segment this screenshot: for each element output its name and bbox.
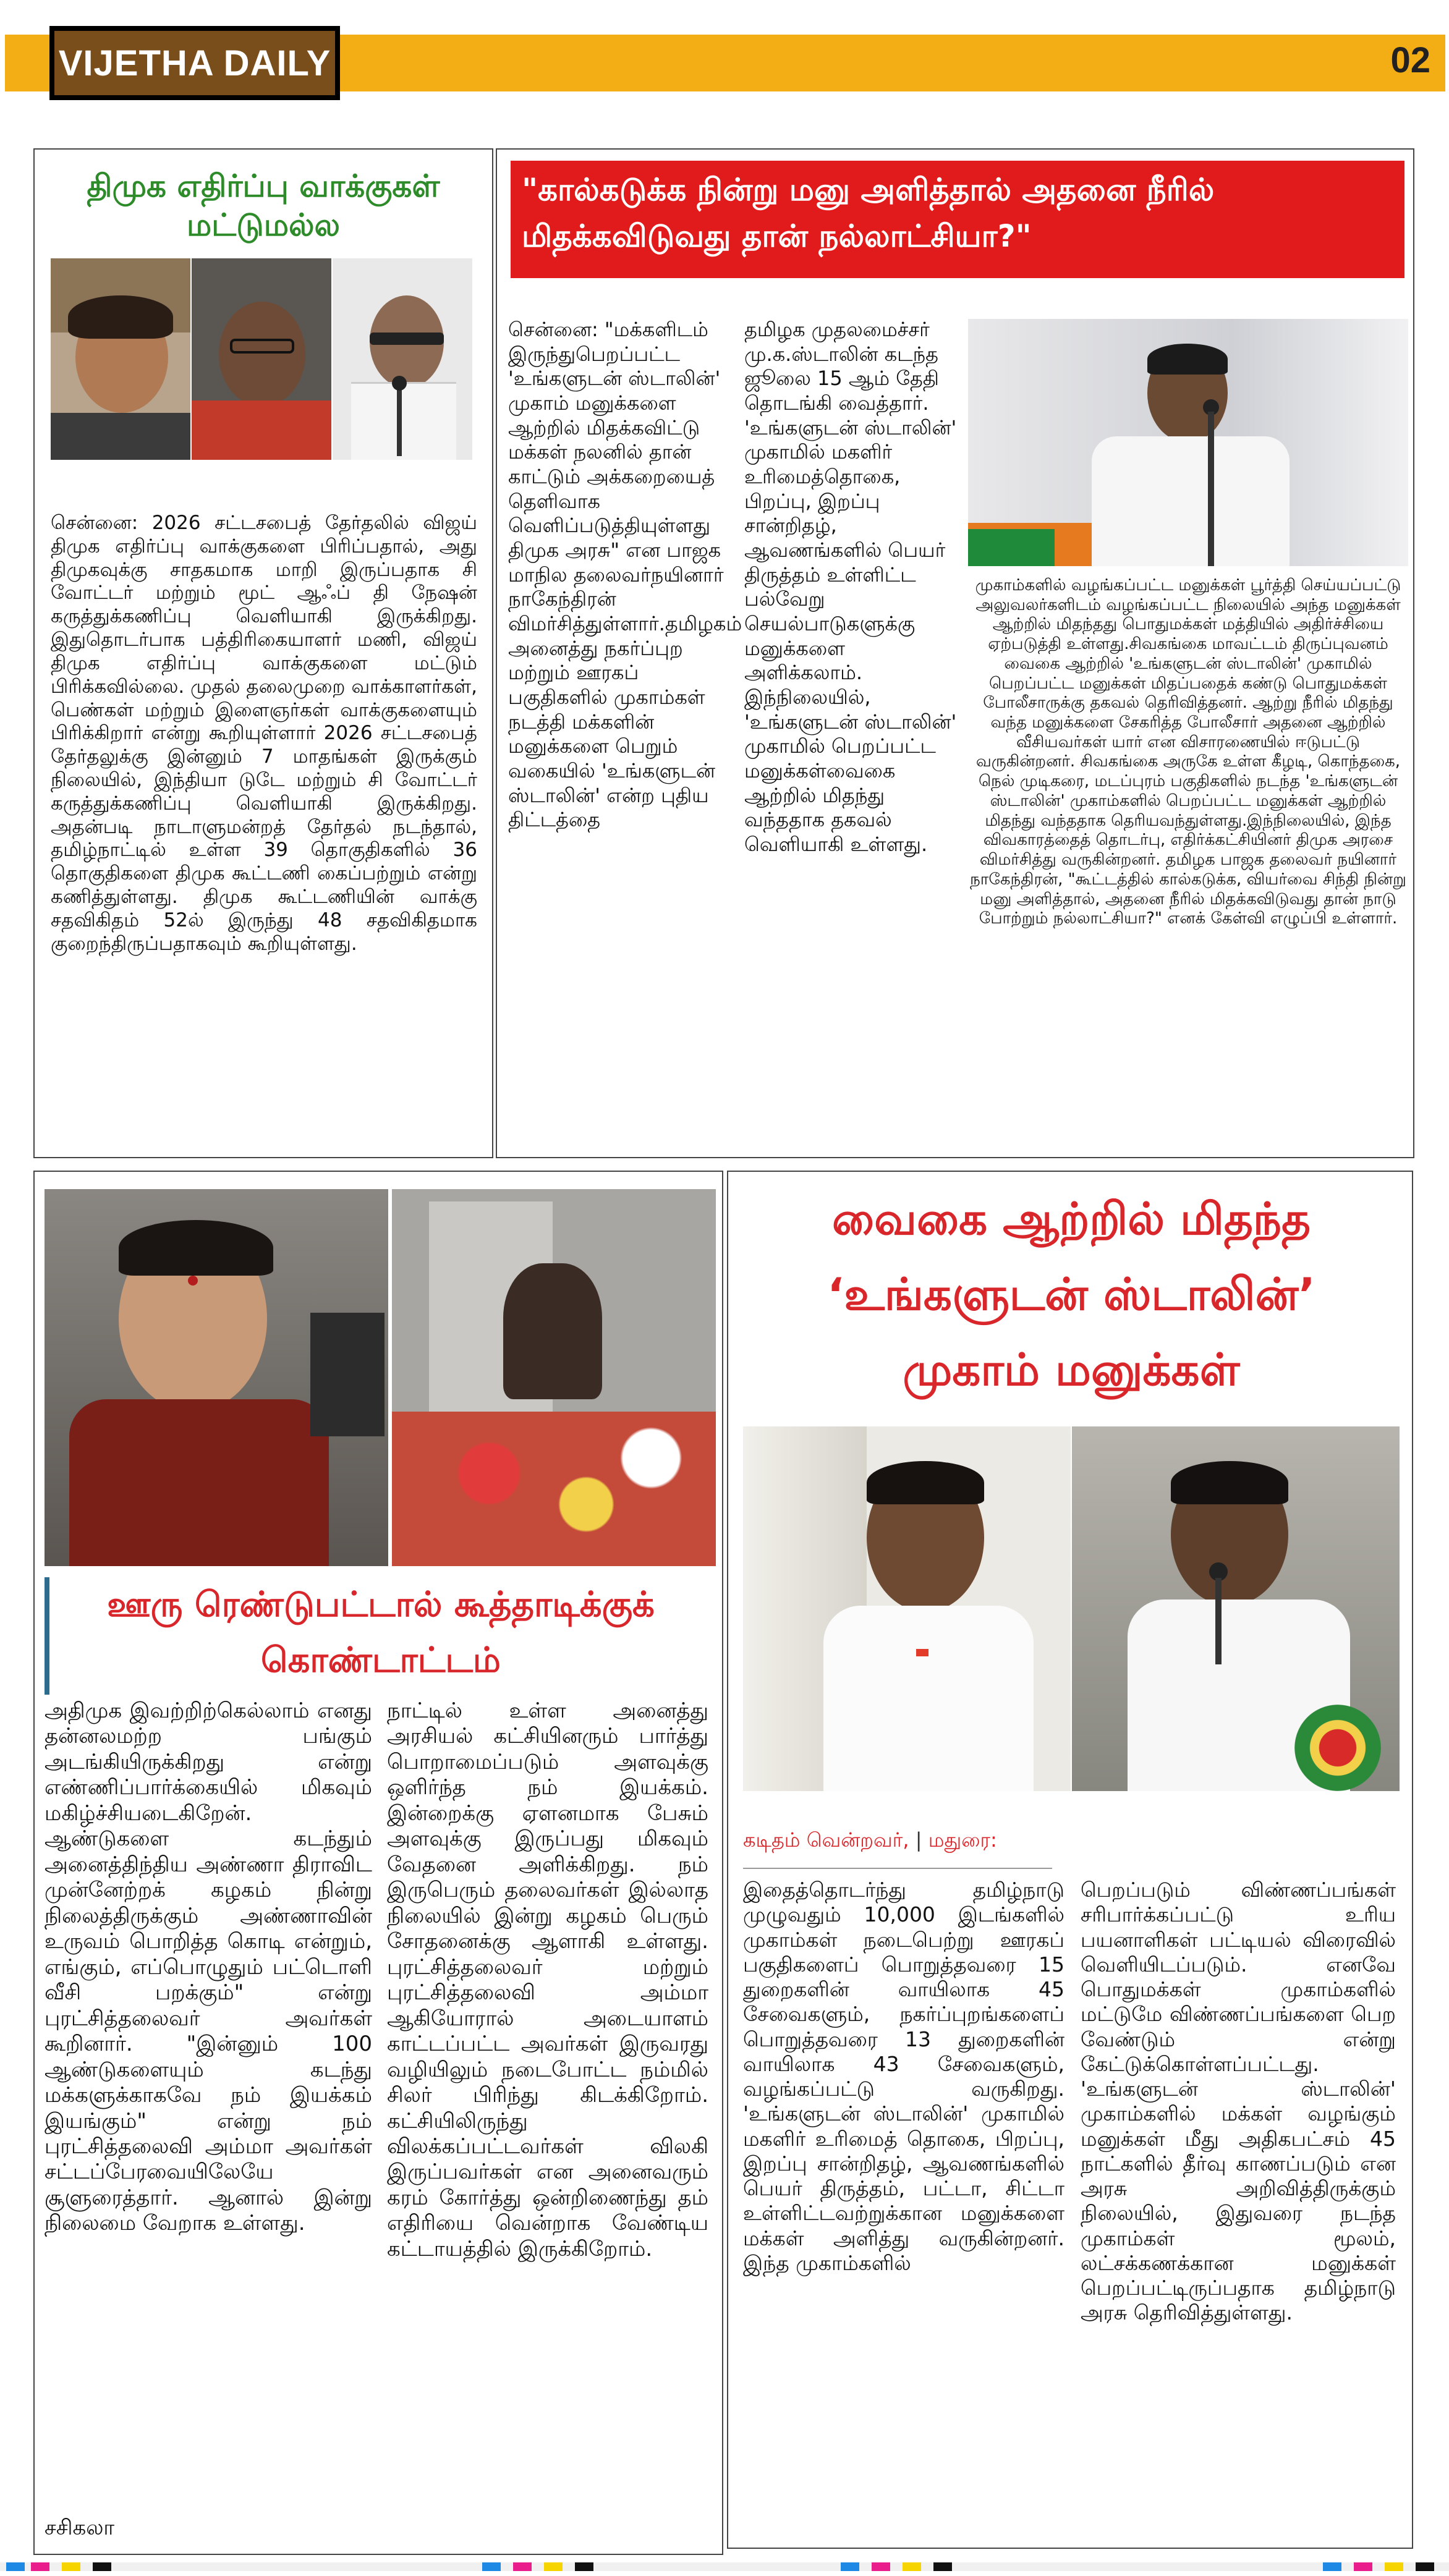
article-sasikala [33,1171,723,2555]
article2-banner [511,161,1404,278]
article2-title: "கால்கடுக்க நின்று மனு அளித்தால் அதனை நீரில் மிதக்கவிடுவது தான் நல்லாட்சியா?" [522,172,1215,254]
article3-col1: அதிமுக இவற்றிற்கெல்லாம் எனது தன்னலமற்ற பங்கும் அடங்கியிருக்கிறது என்று எண்ணிப்பார்க்கையில் மிகவும் மகிழ்ச்சியடைகிறேன். ஆண்டுகளை கடந்தும் அனைத்திந்திய அண்ணா திராவிட முன்னேற்றக் கழகம் நின்று நிலைத்திருக்கும் அண்ணாவின் உருவம் பொறித்த கொடி என்றும், எங்கும், எப்பொழுதும் பட்டொளி வீசி பறக்கும்" என்று புரட்சித்தலைவர் அவர்கள் கூறினார். "இன்னும் 100 ஆண்டுகளையும் கடந்து மக்களுக்காகவே நம் இயக்கம் இயங்கும்" என்று நம் புரட்சித்தலைவி அம்மா அவர்கள் சட்டப்பேரவையிலேயே சூளுரைத்தார். ஆனால் இன்று நிலைமை வேறாக உள்ளது. [45,1698,372,2236]
byline-separator: | [915,1828,928,1852]
photo-journalist-mani [192,258,331,460]
article-petitions-river [496,148,1414,1158]
article4-title-line3: முகாம் மனுக்கள் [903,1344,1240,1396]
byline-rule [743,1868,1052,1869]
photo-nainar-nagendran [968,319,1408,566]
byline-author: கடிதம் வென்றவர், [743,1828,909,1852]
brand-name: VIJETHA DAILY [54,31,335,95]
byline-place: மதுரை: [928,1828,997,1852]
article3-title: ஊரு ரெண்டுபட்டால் கூத்தாடிக்குக் கொண்டாட்டம் [107,1585,655,1680]
article4-col2: பெறப்படும் விண்ணப்பங்கள் சரிபார்க்கப்பட்டு உரிய பயனாளிகள் பட்டியல் விரைவில் வெளியிடப்படும். எனவே பொதுமக்கள் முகாம்களில் மட்டுமே விண்ணப்பங்களை பெற வேண்டும் என்று கேட்டுக்கொள்ளப்பட்டது. 'உங்களுடன் ஸ்டாலின்' முகாம்களில் மக்கள் வழங்கும் மனுக்கள் மீது அதிகபட்சம் 45 நாட்களில் தீர்வு காணப்படும் என அரசு அறிவித்திருக்கும் நிலையில், இதுவரை நடந்த முகாம்கள் மூலம், லட்சக்கணக்கான மனுக்கள் பெறப்பட்டிருப்பதாக தமிழ்நாடு அரசு தெரிவித்துள்ளது. [1081,1878,1396,2325]
article2-photo-caption: முகாம்களில் வழங்கப்பட்ட மனுக்கள் பூர்த்தி செய்யப்பட்டு அலுவலர்களிடம் வழங்கப்பட்ட நிலையில் அந்த மனுக்கள் ஆற்றில் மிதந்தது பொதுமக்கள் மத்தியில் அதிர்ச்சியை ஏற்படுத்தி உள்ளது.சிவகங்கை மாவட்டம் திருப்புவனம் வைகை ஆற்றில் 'உங்களுடன் ஸ்டாலின்' முகாமில் பெறப்பட்ட மனுக்கள் மிதப்பதைக் கண்டு பொதுமக்கள் போலீசாருக்கு தகவல் தெரிவித்தனர். ஆற்று நீரில் மிதந்து வந்த மனுக்களை சேகரித்த போலீசார் அதனை ஆற்றில் வீசியவர்கள் யார் என விசாரணையில் ஈடுபட்டு வருகின்றனர். சிவகங்கை அருகே உள்ள கீழடி, கொந்தகை, நெல் முடிகரை, மடப்புரம் பகுதிகளில் நடந்த 'உங்களுடன் ஸ்டாலின்' முகாம்களில் பெறப்பட்ட மனுக்கள் ஆற்றில் மிதந்து வந்ததாக தெரியவந்துள்ளது.இந்நிலையில், இந்த விவகாரத்தைத் தொடர்பு, எதிர்க்கட்சியினர் திமுக அரசை விமர்சித்து வருகின்றனர். தமிழக பாஜக தலைவர் நயினார் நாகேந்திரன், "கூட்டத்தில் கால்கடுக்க, வியர்வை சிந்தி நின்று மனு அளித்தால், அதனை நீரில் மிதக்கவிடுவது தான் நாடு போற்றும் நல்லாட்சியா?" எனக் கேள்வி எழுப்பி உள்ளார். [970,576,1406,928]
article1-body: சென்னை: 2026 சட்டசபைத் தேர்தலில் விஜய் திமுக எதிர்ப்பு வாக்குகளை பிரிப்பதால், அது திமுகவுக்கு சாதகமாக மாறி இருப்பதாக சி வோட்டர் மற்றும் மூட் ஆஃப் தி நேஷன் கருத்துக்கணிப்பு வெளியாகி இருக்கிறது. இதுதொடர்பாக பத்திரிகையாளர் மணி, விஜய் திமுக எதிர்ப்பு வாக்குகளை மட்டும் பிரிக்கவில்லை. முதல் தலைமுறை வாக்காளர்கள், பெண்கள் மற்றும் இளைஞர்கள் வாக்குகளையும் பிரிக்கிறார் என்று கூறியுள்ளார் 2026 சட்டசபைத் தேர்தலுக்கு இன்னும் 7 மாதங்கள் இருக்கும் நிலையில், இந்தியா டுடே மற்றும் சி வோட்டர் கருத்துக்கணிப்பு வெளியாகி இருக்கிறது. அதன்படி நாடாளுமன்றத் தேர்தல் நடந்தால், தமிழ்நாட்டில் உள்ள 39 தொகுதிகளில் 36 தொகுதிகளை திமுக கூட்டணி கைப்பற்றும் என்று கணித்துள்ளது. திமுக கூட்டணியின் வாக்கு சதவிகிதம் 52ல் இருந்து 48 சதவிகிதமாக குறைந்திருப்பதாகவும் கூறியுள்ளது. [51,512,477,955]
page-number: 02 [1390,40,1430,80]
photo-stalin [333,258,472,460]
photo-eps-left [743,1426,1071,1791]
article2-col1: சென்னை: "மக்களிடம் இருந்துபெறப்பட்ட 'உங்களுடன் ஸ்டாலின்' முகாம் மனுக்களை ஆற்றில் மிதக்கவிட்டு மக்கள் நலனில் தான் காட்டும் அக்கறையைத் தெளிவாக வெளிப்படுத்தியுள்ளது திமுக அரசு" என பாஜக மாநில தலைவர்நயினார் நாகேந்திரன் விமர்சித்துள்ளார்.தமிழகம் அனைத்து நகர்ப்புற மற்றும் ஊரகப் பகுதிகளில் முகாம்கள் நடத்தி மக்களின் மனுக்களை பெறும் வகையில் 'உங்களுடன் ஸ்டாலின்' என்ற புதிய திட்டத்தை [508,318,742,832]
article4-byline [743,1828,997,1854]
article4-col1: இதைத்தொடர்ந்து தமிழ்நாடு முழுவதும் 10,000 இடங்களில் முகாம்கள் நடைபெற்று ஊரகப் பகுதிகளைப் பொறுத்தவரை 15 துறைகளின் வாயிலாக 45 சேவைகளும், நகர்ப்புறங்களைப் பொறுத்தவரை 13 துறைகளின் வாயிலாக 43 சேவைகளும், வழங்கப்பட்டு வருகிறது. 'உங்களுடன் ஸ்டாலின்' முகாமில் மகளிர் உரிமைத் தொகை, பிறப்பு, இறப்பு சான்றிதழ், ஆவணங்களில் பெயர் திருத்தம், பட்டா, சிட்டா உள்ளிட்டவற்றுக்கான மனுக்களை மக்கள் அளித்து வருகின்றனர். இந்த முகாம்களில் [743,1878,1064,2275]
photo-vijay [51,258,190,460]
photo-memorial-flowers [392,1189,716,1566]
article1-title: திமுக எதிர்ப்பு வாக்குகள் மட்டுமல்ல [87,168,440,243]
article4-title-line2: ‘உங்களுடன் ஸ்டாலின்’ [827,1268,1315,1320]
photo-eps-right [1072,1426,1400,1791]
article3-author: சசிகலா [45,2515,115,2540]
article-vijay-votes [33,148,493,1158]
article4-title-line1: வைகை ஆற்றில் மிதந்த [832,1193,1311,1245]
masthead-logo [49,26,340,100]
article2-col2: தமிழக முதலமைச்சர் மு.க.ஸ்டாலின் கடந்த ஜூலை 15 ஆம் தேதி தொடங்கி வைத்தார். 'உங்களுடன் ஸ்டாலின்' முகாமில் மகளிர் உரிமைத்தொகை, பிறப்பு, இறப்பு சான்றிதழ், ஆவணங்களில் பெயர் திருத்தம் உள்ளிட்ட பல்வேறு செயல்பாடுகளுக்கு மனுக்களை அளிக்கலாம். இந்நிலையில், 'உங்களுடன் ஸ்டாலின்' முகாமில் பெறப்பட்ட மனுக்கள்வைகை ஆற்றில் மிதந்து வந்ததாக தகவல் வெளியாகி உள்ளது. [744,318,957,857]
photo-sasikala-portrait [45,1189,388,1566]
article3-title-bar [45,1577,49,1695]
article3-col2: நாட்டில் உள்ள அனைத்து அரசியல் கட்சியினரும் பார்த்து பொறாமைப்படும் அளவுக்கு ஒளிர்ந்த நம் இயக்கம். இன்றைக்கு ஏளனமாக பேசும் அளவுக்கு இருப்பது மிகவும் வேதனை அளிக்கிறது. நம் இருபெரும் தலைவர்கள் இல்லாத நிலையில் இன்று கழகம் பெரும் சோதனைக்கு ஆளாகி உள்ளது. புரட்சித்தலைவர் மற்றும் புரட்சித்தலைவி அம்மா ஆகியோரால் அடையாளம் காட்டப்பட்ட அவர்கள் இருவரது வழியிலும் நடைபோட்ட நம்மில் சிலர் பிரிந்து கிடக்கிறோம். கட்சியிலிருந்து விலக்கப்பட்டவர்கள் விலகி இருப்பவர்கள் என அனைவரும் கரம் கோர்த்து ஒன்றிணைந்து தம் எதிரியை வென்றாக வேண்டிய கட்டாயத்தில் இருக்கிறோம். [387,1698,708,2261]
article-vaigai-river-petitions [727,1171,1413,2549]
